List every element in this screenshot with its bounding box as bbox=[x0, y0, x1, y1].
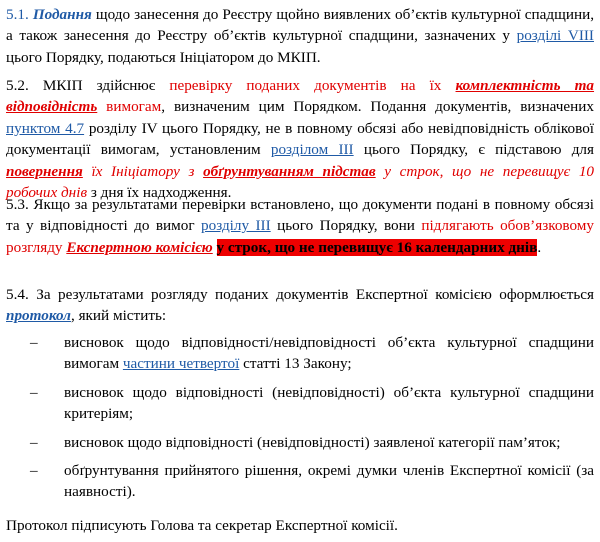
dash-bullet: – bbox=[30, 384, 38, 401]
red-phrase: їх Ініціатору з bbox=[91, 162, 195, 180]
paragraph-5-2 bbox=[6, 75, 594, 203]
paragraph-5-1 bbox=[6, 4, 594, 68]
highlighted-deadline: у строк, що не перевищує 16 календарних днів bbox=[216, 238, 538, 256]
list-text: висновок щодо відповідності/невідповідності об’єкта культурної спадщини вимогам bbox=[64, 334, 594, 373]
paragraph-text: , визначеним цим Порядком. Подання документів, визначених bbox=[161, 98, 594, 116]
red-emphasis: комплектність та відповідність bbox=[6, 77, 595, 116]
red-emphasis: обґрунтуванням підстав bbox=[203, 162, 376, 180]
term-protokol: протокол bbox=[6, 307, 71, 325]
paragraph-number: 5.2. bbox=[6, 77, 29, 94]
paragraph-text: Якщо за результатами перевірки встановлено, що документи подані в повному обсязі та у відповідності до вимог bbox=[6, 196, 595, 235]
red-phrase: перевірку поданих документів на їх bbox=[169, 77, 442, 94]
dash-bullet: – bbox=[30, 334, 38, 351]
paragraph-text: цього Порядку, подаються Ініціатором до МКІП. bbox=[6, 48, 321, 66]
paragraph-text: , який містить: bbox=[70, 307, 167, 325]
paragraph-text: щодо занесення до Реєстру щойно виявлених об’єктів культурної спадщини, а також занесення до Реєстру об’єктів культурної спадщини, зазначених у bbox=[6, 6, 595, 45]
link-chastyny-chetvertoi[interactable]: частини четвертої bbox=[122, 355, 240, 373]
list-item-text: висновок щодо відповідності (невідповідності) заявленої категорії пам’яток; bbox=[64, 434, 561, 451]
red-phrase: підлягають обов’язковому розгляду bbox=[6, 217, 594, 256]
paragraph-text: МКІП здійснює bbox=[42, 77, 156, 94]
dash-bullet: – bbox=[30, 462, 38, 479]
red-emphasis: повернення bbox=[6, 162, 83, 180]
list-item-text bbox=[64, 332, 594, 375]
paragraph-text: з дня їх надходження. bbox=[90, 184, 232, 202]
paragraph-text: 5.4. За результатами розгляду поданих документів Експертної комісією оформлюється bbox=[6, 286, 594, 303]
paragraph-text: цього Порядку, вони bbox=[277, 217, 415, 235]
link-rozdil-viii[interactable]: розділі VIII bbox=[516, 27, 594, 45]
paragraph-text: . bbox=[537, 238, 542, 256]
link-rozdil-iii[interactable]: розділу III bbox=[201, 217, 271, 235]
paragraph-protocol-signature bbox=[6, 515, 594, 536]
paragraph-number: 5.3. bbox=[6, 196, 29, 213]
paragraph-text: Протокол підписують Голова та секретар Експертної комісії. bbox=[6, 517, 398, 534]
term-podannia: Подання bbox=[32, 6, 92, 23]
paragraph-text: цього Порядку, є підставою для bbox=[363, 141, 594, 159]
paragraph-5-3 bbox=[6, 194, 594, 258]
list-text: статті 13 Закону; bbox=[243, 355, 352, 373]
paragraph-text: розділу IV цього Порядку, не в повному обсязі або невідповідність облікової документації вимогам, установленим bbox=[6, 119, 595, 159]
paragraph-number: 5.1. bbox=[6, 6, 29, 23]
list-item-text: висновок щодо відповідності (невідповідності) об’єкта культурної спадщини критеріям; bbox=[64, 384, 594, 423]
red-emphasis: Експертною комісією bbox=[66, 238, 213, 256]
link-rozdil-iii[interactable]: розділом III bbox=[270, 141, 354, 159]
link-punkt-4-7[interactable]: пунктом 4.7 bbox=[6, 119, 85, 137]
red-phrase: у строк, що не перевищує 10 робочих днів bbox=[6, 162, 595, 202]
dash-bullet: – bbox=[30, 434, 38, 451]
paragraph-5-4 bbox=[6, 284, 594, 327]
red-phrase: вимогам bbox=[106, 98, 162, 116]
list-item-text: обґрунтування прийнятого рішення, окремі думки членів Експертної комісії (за наявності). bbox=[64, 462, 594, 501]
